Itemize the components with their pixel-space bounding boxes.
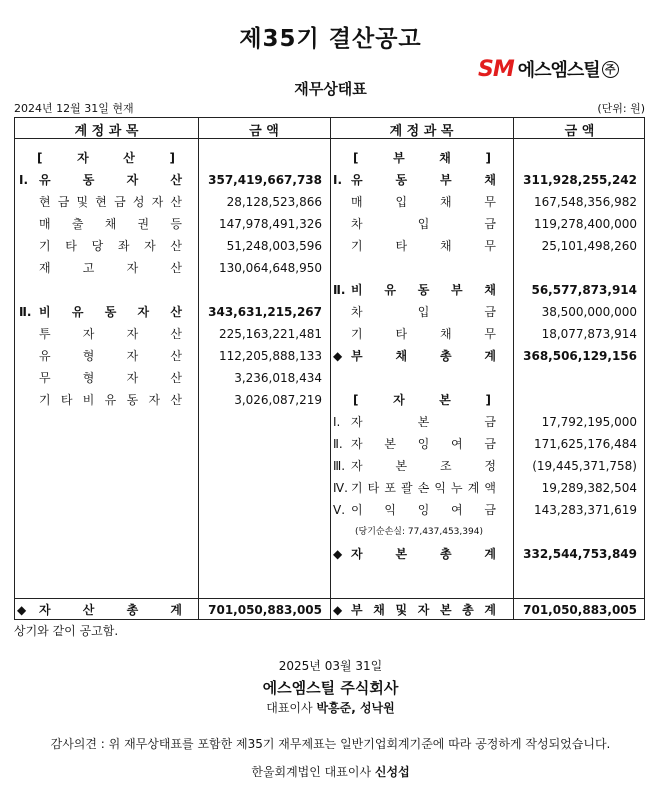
roman-numeral: Ⅰ. — [333, 173, 343, 187]
logo-mark: SM — [478, 56, 514, 82]
liability-item-amount: 167,548,356,982 — [533, 195, 637, 209]
total-marker: ◆ — [333, 349, 343, 363]
liability-item-label: 기 타 채 무 — [351, 239, 496, 253]
notice-date: 2025년 03월 31일 — [278, 659, 383, 673]
unit-label: (단위: 원) — [597, 102, 645, 115]
total-divider — [15, 598, 644, 599]
liability-item-amount: 38,500,000,000 — [541, 305, 637, 319]
column-divider — [330, 118, 331, 619]
balance-sheet-table — [14, 117, 645, 620]
liability-item-label: 매 입 채 무 — [351, 195, 496, 209]
equity-item-label: 자 본 조 정 — [351, 459, 496, 473]
roman-numeral: Ⅱ. — [19, 305, 32, 319]
total-marker: ◆ — [333, 547, 343, 561]
closing-statement: 상기와 같이 공고함. — [14, 624, 119, 638]
asset-item-label: 기 타 비 유 동 자 산 — [39, 393, 182, 407]
total-equity-amount: 332,544,753,849 — [523, 547, 637, 561]
roman-numeral: Ⅰ. — [19, 173, 29, 187]
header-amount-right: 금 액 — [564, 124, 595, 139]
asset-item-label: 무 형 자 산 — [39, 371, 182, 385]
roman-numeral: Ⅱ. — [333, 437, 343, 451]
statement-title: 재무상태표 — [294, 80, 367, 98]
auditor-name: 신성섭 — [374, 765, 410, 779]
equity-item-label: 자 본 잉 여 금 — [351, 437, 496, 451]
roman-numeral: Ⅲ. — [333, 459, 346, 473]
liability-item-label: 기 타 채 무 — [351, 327, 496, 341]
section-liabilities: [ 부 채 ] — [353, 151, 491, 165]
as-of-date: 2024년 12월 31일 현재 — [14, 102, 134, 115]
current-liabilities-amount: 311,928,255,242 — [523, 173, 637, 187]
total-marker: ◆ — [333, 603, 343, 617]
asset-item-label: 기 타 당 좌 자 산 — [39, 239, 182, 253]
company-logo — [478, 56, 619, 82]
asset-item-amount: 130,064,648,950 — [218, 261, 322, 275]
roman-numeral: Ⅴ. — [333, 503, 346, 517]
asset-item-label: 투 자 자 산 — [39, 327, 182, 341]
auditor-firm: 한울회계법인 대표이사 — [251, 765, 372, 779]
liability-item-label: 차 입 금 — [351, 305, 496, 319]
net-income-note: (당기순손실: 77,437,453,394) — [355, 527, 483, 537]
header-account-right: 계 정 과 목 — [389, 124, 454, 139]
equity-item-amount: (19,445,371,758) — [532, 459, 637, 473]
liability-item-amount: 25,101,498,260 — [541, 239, 637, 253]
roman-numeral: Ⅰ. — [333, 415, 341, 429]
roman-numeral: Ⅳ. — [333, 481, 348, 495]
total-liabilities-amount: 368,506,129,156 — [523, 349, 637, 363]
column-divider — [513, 118, 514, 619]
equity-item-label: 기 타 포 괄 손 익 누 계 액 — [351, 481, 496, 495]
noncurrent-liabilities-label: 비 유 동 부 채 — [351, 283, 496, 297]
liability-item-label: 차 입 금 — [351, 217, 496, 231]
total-equity-label: 자 본 총 계 — [351, 547, 496, 561]
asset-item-amount: 3,236,018,434 — [234, 371, 322, 385]
asset-item-label: 매 출 채 권 등 — [39, 217, 182, 231]
asset-item-amount: 51,248,003,596 — [226, 239, 322, 253]
liabilities-and-equity-amount: 701,050,883,005 — [523, 603, 637, 617]
noncurrent-assets-label: 비 유 동 자 산 — [39, 305, 182, 319]
equity-item-amount: 143,283,371,619 — [533, 503, 637, 517]
total-assets-amount: 701,050,883,005 — [208, 603, 322, 617]
roman-numeral: Ⅱ. — [333, 283, 346, 297]
liabilities-and-equity-label: 부 채 및 자 본 총 계 — [351, 603, 496, 617]
liability-item-amount: 18,077,873,914 — [541, 327, 637, 341]
audit-opinion: 감사의견 : 위 재무상태표를 포함한 제35기 재무제표는 일반기업회계기준에 따라 공정하게 작성되었습니다. — [50, 737, 611, 751]
equity-item-amount: 17,792,195,000 — [541, 415, 637, 429]
section-assets: [ 자 산 ] — [37, 151, 175, 165]
equity-item-amount: 19,289,382,504 — [541, 481, 637, 495]
logo-suffix: 주 — [602, 61, 619, 78]
total-liabilities-label: 부 채 총 계 — [351, 349, 496, 363]
current-assets-amount: 357,419,667,738 — [208, 173, 322, 187]
liability-item-amount: 119,278,400,000 — [533, 217, 637, 231]
asset-item-amount: 28,128,523,866 — [226, 195, 322, 209]
column-divider — [198, 118, 199, 619]
header-account-left: 계 정 과 목 — [74, 124, 139, 139]
equity-item-label: 이 익 잉 여 금 — [351, 503, 496, 517]
asset-item-amount: 147,978,491,326 — [218, 217, 322, 231]
notice-title: 제35기 결산공고 — [239, 26, 422, 52]
total-assets-label: 자 산 총 계 — [39, 603, 182, 617]
equity-item-amount: 171,625,176,484 — [533, 437, 637, 451]
ceo-names: 박흥준, 성낙원 — [316, 701, 395, 715]
logo-name: 에스엠스틸 — [517, 60, 600, 81]
asset-item-amount: 112,205,888,133 — [218, 349, 322, 363]
total-marker: ◆ — [17, 603, 27, 617]
noncurrent-liabilities-amount: 56,577,873,914 — [531, 283, 637, 297]
asset-item-label: 현 금 및 현 금 성 자 산 — [39, 195, 182, 209]
header-amount-left: 금 액 — [249, 124, 279, 139]
section-equity: [ 자 본 ] — [353, 393, 491, 407]
company-name: 에스엠스틸 주식회사 — [262, 679, 399, 697]
noncurrent-assets-amount: 343,631,215,267 — [208, 305, 322, 319]
asset-item-amount: 225,163,221,481 — [218, 327, 322, 341]
asset-item-label: 재 고 자 산 — [39, 261, 182, 275]
equity-item-label: 자 본 금 — [351, 415, 496, 429]
ceo-line — [0, 699, 661, 716]
auditor-line — [0, 763, 661, 780]
ceo-title: 대표이사 — [266, 701, 313, 715]
asset-item-label: 유 형 자 산 — [39, 349, 182, 363]
current-assets-label: 유 동 자 산 — [39, 173, 182, 187]
asset-item-amount: 3,026,087,219 — [234, 393, 322, 407]
current-liabilities-label: 유 동 부 채 — [351, 173, 496, 187]
